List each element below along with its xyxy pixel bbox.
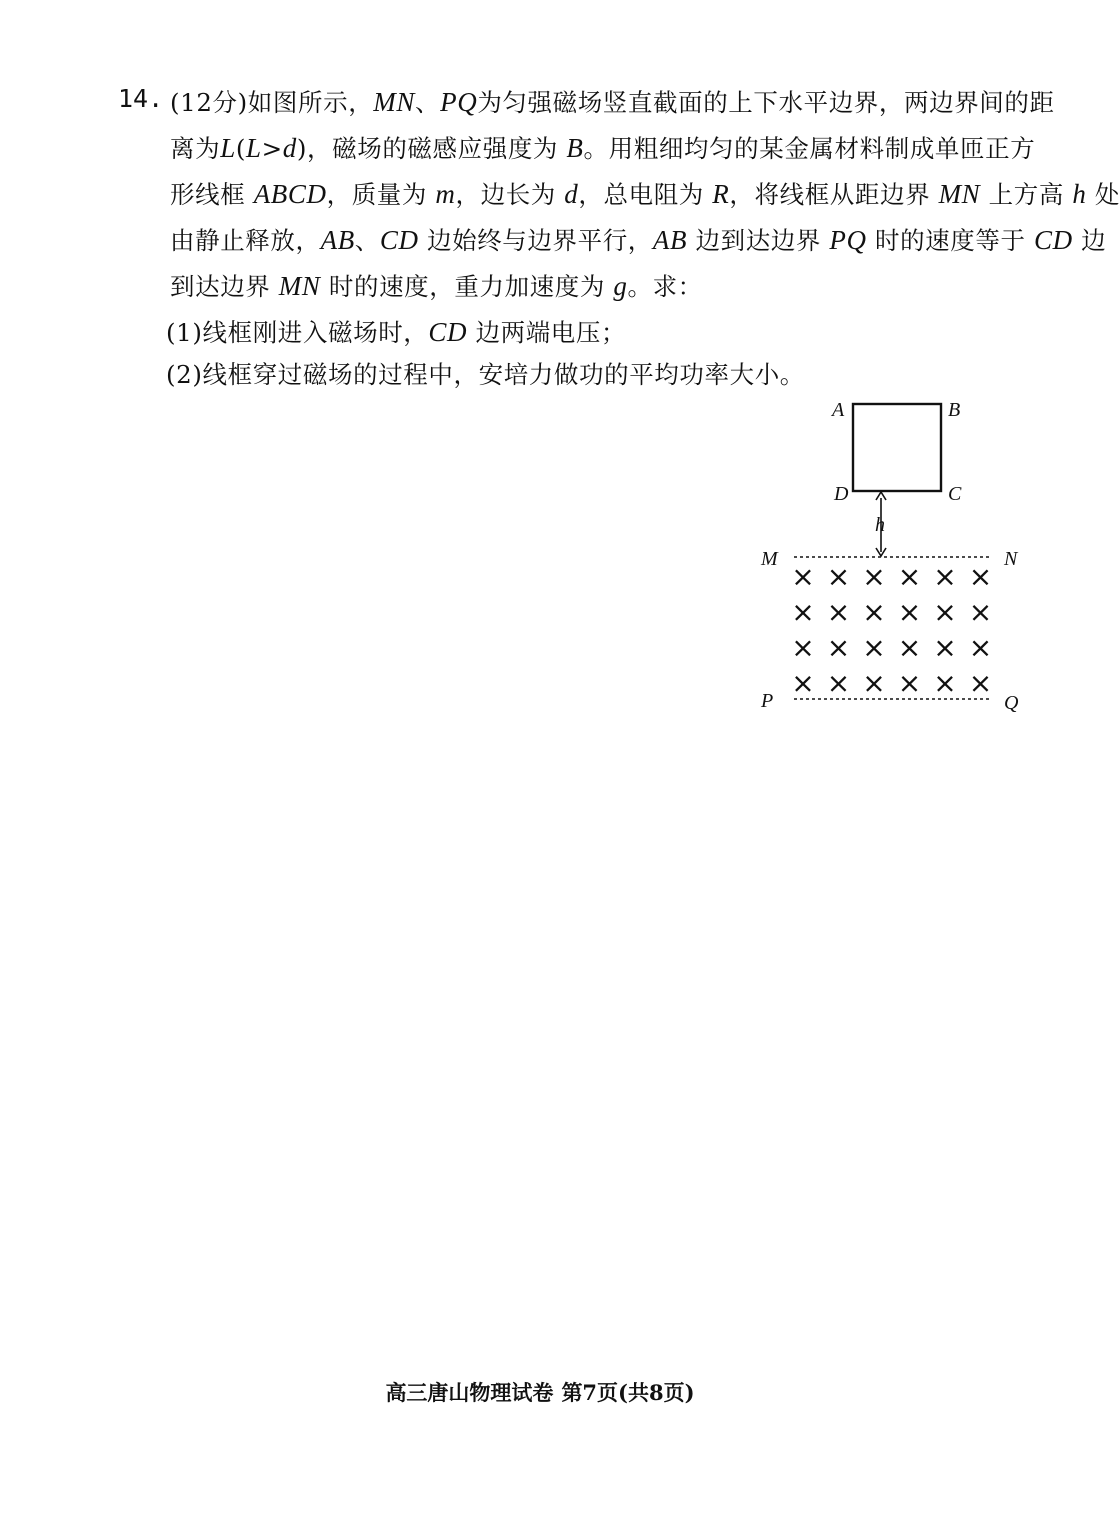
s2-t0: (2)线框穿过磁场的过程中，安培力做功的平均功率大小。 — [166, 360, 805, 389]
question-line-4 — [170, 222, 1106, 257]
q3-t12: 处 — [1086, 180, 1120, 209]
s1-v1: CD — [428, 317, 468, 347]
q3-t10: 上方高 — [980, 180, 1073, 209]
q5-t2: 时的速度，重力加速度为 — [320, 272, 614, 301]
q1-t0: 如图所示， — [247, 88, 374, 117]
q4-t10: 边 — [1072, 226, 1107, 255]
q1-t2: 、 — [415, 88, 441, 117]
field-cross-icon: × — [968, 595, 993, 629]
q2-t8: 。用粗细均匀的某金属材料制成单匝正方 — [583, 134, 1036, 163]
field-cross-icon: × — [968, 666, 993, 700]
exam-title: 高三唐山物理试卷 — [385, 1380, 554, 1405]
q4-v9: CD — [1033, 225, 1073, 255]
q4-v7: PQ — [829, 225, 867, 255]
question-line-2 — [170, 130, 1035, 165]
field-cross-icon: × — [862, 560, 886, 593]
q4-v3: CD — [379, 225, 419, 255]
q4-v1: AB — [320, 225, 355, 255]
field-cross-icon: × — [933, 631, 957, 664]
q3-v5: d — [564, 179, 579, 209]
label-n: N — [1004, 548, 1018, 570]
q2-t6: )，磁场的磁感应强度为 — [296, 134, 567, 163]
magnetic-field-into-page — [791, 560, 992, 700]
q3-v7: R — [712, 179, 730, 209]
field-cross-icon: × — [826, 560, 851, 593]
q2-v5: d — [282, 133, 297, 163]
q3-t6: ，总电阻为 — [578, 180, 713, 209]
q4-t4: 边始终与边界平行， — [418, 226, 653, 255]
q5-t4: 。求： — [627, 272, 703, 301]
label-m: M — [761, 548, 778, 570]
label-q: Q — [1004, 692, 1019, 714]
question-line-3 — [170, 176, 1120, 211]
field-cross-icon: × — [791, 595, 815, 629]
q3-v3: m — [435, 179, 456, 209]
question-number: 14. — [118, 84, 164, 113]
field-cross-icon: × — [826, 631, 851, 664]
q3-v9: MN — [938, 179, 981, 209]
field-cross-icon: × — [933, 560, 957, 593]
q2-v1: L — [220, 133, 236, 163]
q4-t0: 由静止释放， — [170, 226, 321, 255]
q3-t8: ，将线框从距边界 — [729, 180, 939, 209]
q3-t0: 形线框 — [170, 180, 254, 209]
field-cross-icon: × — [968, 560, 993, 593]
field-cross-icon: × — [791, 631, 815, 664]
label-a: A — [832, 399, 845, 421]
q4-t8: 时的速度等于 — [866, 226, 1034, 255]
square-loop-abcd — [853, 404, 941, 491]
subquestion-2 — [166, 356, 805, 391]
field-cross-icon: × — [826, 666, 851, 700]
q5-v1: MN — [278, 271, 321, 301]
label-p: P — [761, 690, 774, 712]
field-cross-icon: × — [897, 631, 922, 664]
question-line-5 — [170, 268, 703, 303]
field-cross-icon: × — [933, 666, 957, 700]
q2-v7: B — [566, 133, 584, 163]
q3-t4: ，边长为 — [455, 180, 565, 209]
field-cross-icon: × — [897, 666, 922, 700]
s1-t0: (1)线框刚进入磁场时， — [166, 318, 429, 347]
field-cross-icon: × — [862, 595, 886, 629]
field-cross-icon: × — [933, 595, 957, 629]
q1-v3: PQ — [440, 87, 478, 117]
q2-t4: > — [261, 134, 283, 163]
label-c: C — [948, 483, 962, 505]
q4-t6: 边到达边界 — [687, 226, 830, 255]
question-points: (12分) — [170, 88, 248, 117]
q1-v1: MN — [373, 87, 415, 117]
q2-v3: L — [246, 133, 262, 163]
field-cross-icon: × — [897, 595, 922, 629]
label-b: B — [948, 399, 961, 421]
question-line-1 — [170, 84, 1055, 119]
field-cross-icon: × — [826, 595, 851, 629]
field-cross-icon: × — [968, 631, 993, 664]
label-h: h — [875, 514, 885, 536]
field-cross-icon: × — [897, 560, 922, 593]
magnetic-field-figure — [750, 390, 1040, 720]
q2-t2: ( — [235, 134, 246, 163]
q3-v1: ABCD — [253, 179, 327, 209]
q3-v11: h — [1072, 179, 1087, 209]
field-cross-icon: × — [862, 631, 886, 664]
q5-t0: 到达边界 — [170, 272, 279, 301]
field-cross-icon: × — [791, 560, 815, 593]
field-cross-icon: × — [862, 666, 886, 700]
q5-v3: g — [613, 271, 628, 301]
label-d: D — [834, 483, 849, 505]
q4-v5: AB — [652, 225, 688, 255]
q2-t0: 离为 — [170, 134, 221, 163]
q4-t2: 、 — [354, 226, 380, 255]
q1-t4: 为匀强磁场竖直截面的上下水平边界，两边界间的距 — [477, 88, 1055, 117]
q3-t2: ，质量为 — [326, 180, 436, 209]
subquestion-1 — [166, 314, 626, 349]
s1-t2: 边两端电压； — [467, 318, 627, 347]
page-footer — [0, 1377, 1080, 1407]
field-cross-icon: × — [791, 666, 815, 700]
page-number: 第7页(共8页) — [561, 1380, 695, 1405]
